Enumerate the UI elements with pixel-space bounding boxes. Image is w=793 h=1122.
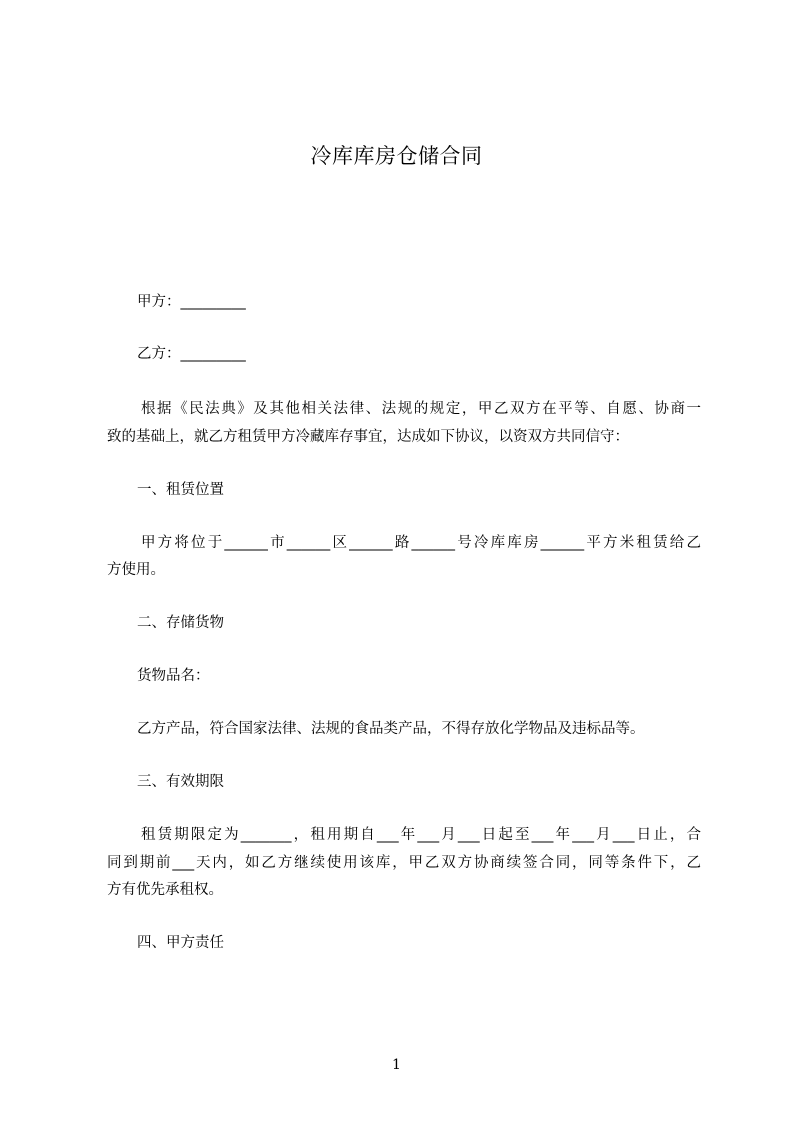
section-2-goods-name-line: 货物品名：	[137, 668, 210, 684]
section-1-paragraph-line-2: 方使用。	[107, 562, 165, 578]
page-number: 1	[392, 1057, 401, 1073]
party-b-line: 乙方：_________	[137, 346, 246, 362]
section-2-goods-description-line: 乙方产品，符合国家法律、法规的食品类产品，不得存放化学物品及违标品等。	[137, 721, 645, 737]
document-title: 冷库库房仓储合同	[310, 144, 483, 168]
section-heading-2: 二、存储货物	[137, 615, 224, 631]
section-3-paragraph-line-3: 方有优先承租权。	[107, 882, 223, 898]
section-3-paragraph-line-1: 租赁期限定为_______，租用期自___年___月___日起至___年___月___日止，合	[141, 827, 701, 843]
preamble-line-2: 致的基础上，就乙方租赁甲方冷藏库存事宜，达成如下协议，以资双方共同信守：	[107, 429, 629, 445]
section-3-paragraph-line-2: 同到期前___天内，如乙方继续使用该库，甲乙双方协商续签合同，同等条件下，乙	[107, 855, 701, 871]
section-1-paragraph-line-1: 甲方将位于______市______区______路______号冷库库房______平方米租赁给乙	[141, 535, 701, 551]
section-heading-1: 一、租赁位置	[137, 482, 224, 498]
party-a-line: 甲方：_________	[137, 294, 246, 310]
section-heading-3: 三、有效期限	[137, 774, 224, 790]
section-heading-4: 四、甲方责任	[137, 935, 224, 951]
preamble-line-1: 根据《民法典》及其他相关法律、法规的规定，甲乙双方在平等、自愿、协商一	[141, 401, 701, 417]
